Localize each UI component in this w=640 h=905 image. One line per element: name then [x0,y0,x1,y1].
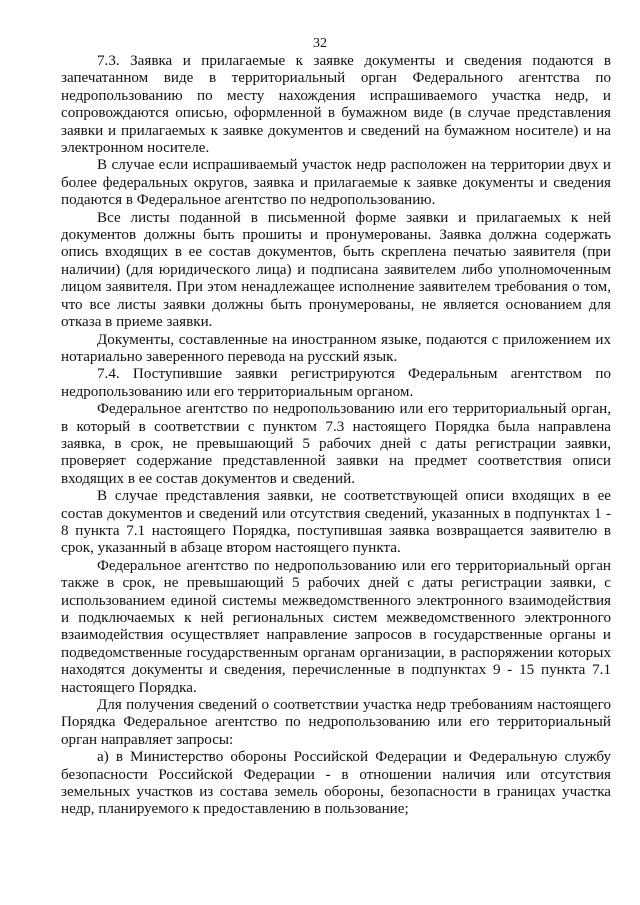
paragraph-sheets-numbering: Все листы поданной в письменной форме заявки и прилагаемых к ней документов должны быть прошиты и пронумерованы. Заявка должна содержать опись входящих в ее состав документов, быть скреплена печатью заявителя (при наличии) (для юридического лица) и подписана заявителем либо уполномоченным лицом заявителя. При этом ненадлежащее исполнение заявителем требования о том, что все листы заявки должны быть пронумерованы, не является основанием для отказа в приеме заявки. [61,209,611,331]
paragraph-foreign-language: Документы, составленные на иностранном языке, подаются с приложением их нотариально заверенного перевода на русский язык. [61,331,611,365]
paragraph-requests-intro: Для получения сведений о соответствии участка недр требованиям настоящего Порядка Федеральное агентство по недропользованию или его территориальный орган направляет запросы: [61,697,611,748]
page-number: 32 [313,36,327,51]
document-body [61,53,611,819]
paragraph-return-application: В случае представления заявки, не соответствующей описи входящих в ее состав документов и сведений или отсутствия сведений, указанных в подпунктах 1 - 8 пункта 7.1 настоящего Порядка, поступившая заявка возвращается заявителю в срок, указанный в абзаце втором настоящего пункта. [61,488,611,557]
paragraph-item-a: а) в Министерство обороны Российской Федерации и Федеральную службу безопасности Российской Федерации - в отношении наличия или отсутствия земельных участков из состава земель обороны, безопасности в границах участка недр, планируемого к предоставлению в пользование; [61,749,611,818]
paragraph-federal-districts: В случае если испрашиваемый участок недр расположен на территории двух и более федеральных округов, заявка и прилагаемые к заявке документы и сведения подаются в Федеральное агентство по недропользованию. [61,157,611,209]
paragraph-7-4: 7.4. Поступившие заявки регистрируются Федеральным агентством по недропользованию или его территориальным органом. [61,366,611,400]
paragraph-inventory-check: Федеральное агентство по недропользованию или его территориальный орган, в который в соответствии с пунктом 7.3 настоящего Порядка была направлена заявка, в срок, не превышающий 5 рабочих дней с даты регистрации заявки, проверяет содержание представленной заявки на предмет соответствия описи входящих в ее состав документов и сведений. [61,401,611,487]
paragraph-7-3: 7.3. Заявка и прилагаемые к заявке документы и сведения подаются в запечатанном виде в территориальный орган Федерального агентства по недропользованию по месту нахождения испрашиваемого участка недр, и сопровождаются описью, оформленной в бумажном виде (в случае представления заявки и прилагаемых к заявке документов и сведений на бумажном носителе) и на электронном носителе. [61,53,611,157]
paragraph-interagency-requests: Федеральное агентство по недропользованию или его территориальный орган также в срок, не превышающий 5 рабочих дней с даты регистрации заявки, с использованием единой системы межведомственного электронного взаимодействия и подключаемых к ней региональных систем межведомственного электронного взаимодействия осуществляет направление запросов в государственные органы и подведомственные государственным органам организации, в распоряжении которых находятся документы и сведения, перечисленные в подпунктах 9 - 15 пункта 7.1 настоящего Порядка. [61,557,611,696]
